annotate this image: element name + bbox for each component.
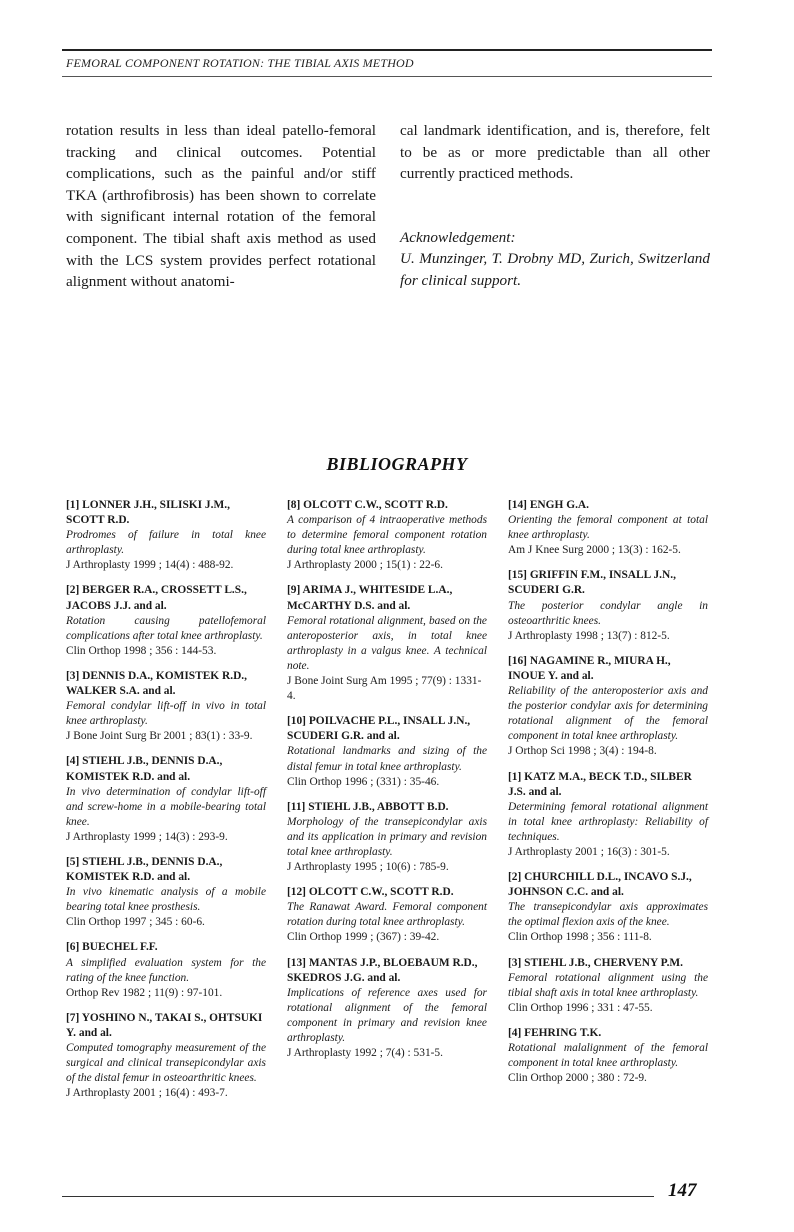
reference-source: J Arthroplasty 1999 ; 14(4) : 488-92. <box>66 559 234 572</box>
reference-authors: [2] CHURCHILL D.L., INCAVO S.J., JOHNSON C.C. and al. <box>508 871 692 899</box>
reference-title: The posterior condylar angle in osteoarthritic knees. <box>508 599 708 627</box>
reference-authors: [16] NAGAMINE R., MIURA H., INOUE Y. and al. <box>508 654 671 682</box>
reference-authors: [6] BUECHEL F.F. <box>66 941 158 954</box>
reference-source: J Arthroplasty 2000 ; 15(1) : 22-6. <box>287 559 443 572</box>
reference-authors: [7] YOSHINO N., TAKAI S., OHTSUKI Y. and al. <box>66 1011 263 1039</box>
reference-item <box>508 654 708 760</box>
header-rule-top <box>62 49 712 51</box>
reference-source: Clin Orthop 1997 ; 345 : 60-6. <box>66 916 205 929</box>
reference-title: Rotational malalignment of the femoral component in total knee arthroplasty. <box>508 1042 708 1070</box>
reference-title: Reliability of the anteroposterior axis and the posterior condylar axis for determining rotational alignment of the femoral component in total knee arthroplasty. <box>508 685 708 743</box>
reference-source: J Arthroplasty 1998 ; 13(7) : 812-5. <box>508 629 670 642</box>
reference-item <box>508 1026 708 1086</box>
reference-title: Rotation causing patellofemoral complications after total knee arthroplasty. <box>66 614 266 642</box>
reference-authors: [4] STIEHL J.B., DENNIS D.A., KOMISTEK R.D. and al. <box>66 755 223 783</box>
body-paragraph-left: rotation results in less than ideal patello-femoral tracking and clinical outcomes. Potential complications, such as the painful and/or stiff TKA (arthrofibrosis) has been shown to correlate with significant internal rotation of the femoral component. The tibial shaft axis method as used with the LCS system provides perfect rotational alignment without anatomi- <box>66 122 376 291</box>
reference-item <box>508 956 708 1016</box>
reference-title: The transepicondylar axis approximates the optimal flexion axis of the knee. <box>508 901 708 929</box>
reference-authors: [14] ENGH G.A. <box>508 499 589 511</box>
bibliography-title: BIBLIOGRAPHY <box>326 454 468 474</box>
reference-title: Orienting the femoral component at total knee arthroplasty. <box>508 514 708 542</box>
reference-authors: [11] STIEHL J.B., ABBOTT B.D. <box>287 800 449 813</box>
reference-title: In vivo kinematic analysis of a mobile bearing total knee prosthesis. <box>66 886 266 914</box>
reference-item <box>66 754 266 845</box>
reference-item <box>287 956 487 1062</box>
reference-title: Rotational landmarks and sizing of the distal femur in total knee arthroplasty. <box>287 745 487 773</box>
reference-item <box>508 498 708 558</box>
reference-title: Implications of reference axes used for rotational alignment of the femoral component in primary and revision knee arthroplasty. <box>287 986 487 1044</box>
reference-source: Orthop Rev 1982 ; 11(9) : 97-101. <box>66 986 223 999</box>
reference-source: Clin Orthop 1998 ; 356 : 144-53. <box>66 644 217 657</box>
reference-authors: [10] POILVACHE P.L., INSALL J.N., SCUDERI G.R. and al. <box>287 715 471 743</box>
reference-item <box>66 498 266 573</box>
reference-item <box>287 885 487 945</box>
reference-item <box>66 940 266 1000</box>
acknowledgement-heading: Acknowledgement: <box>400 228 516 246</box>
footer-rule <box>62 1196 654 1197</box>
reference-item <box>508 568 708 643</box>
reference-authors: [1] LONNER J.H., SILISKI J.M., SCOTT R.D. <box>66 499 230 527</box>
reference-title: Femoral condylar lift-off in vivo in total knee arthroplasty. <box>66 700 266 728</box>
references-column-3 <box>508 498 708 1096</box>
reference-authors: [5] STIEHL J.B., DENNIS D.A., KOMISTEK R.D. and al. <box>66 855 223 884</box>
reference-title: Prodromes of failure in total knee arthroplasty. <box>66 529 266 557</box>
reference-source: J Bone Joint Surg Br 2001 ; 83(1) : 33-9. <box>66 730 253 743</box>
reference-authors: [3] DENNIS D.A., KOMISTEK R.D., WALKER S.A. and al. <box>66 669 247 698</box>
reference-item <box>66 1011 266 1102</box>
reference-title: A comparison of 4 intraoperative methods to determine femoral component rotation during total knee arthroplasty. <box>287 514 487 557</box>
reference-item <box>287 714 487 789</box>
reference-authors: [1] KATZ M.A., BECK T.D., SILBER J.S. and al. <box>508 770 692 798</box>
reference-title: Determining femoral rotational alignment in total knee arthroplasty: Reliability of techniques. <box>508 800 708 843</box>
reference-title: Femoral rotational alignment, based on the anteroposterior axis, in total knee arthroplasty in a valgus knee. A technical note. <box>287 614 487 672</box>
reference-source: J Orthop Sci 1998 ; 3(4) : 194-8. <box>508 745 657 758</box>
reference-item <box>66 583 266 658</box>
reference-item <box>508 870 708 945</box>
reference-title: Morphology of the transepicondylar axis and its application in primary and revision total knee arthroplasty. <box>287 815 487 858</box>
running-head: FEMORAL COMPONENT ROTATION: THE TIBIAL AXIS METHOD <box>66 56 414 70</box>
reference-authors: [3] STIEHL J.B., CHERVENY P.M. <box>508 956 684 969</box>
page-number: 147 <box>668 1180 697 1201</box>
reference-authors: [2] BERGER R.A., CROSSETT L.S., JACOBS J.J. and al. <box>66 584 247 612</box>
reference-item <box>287 800 487 875</box>
reference-authors: [9] ARIMA J., WHITESIDE L.A., McCARTHY D.S. and al. <box>287 584 453 612</box>
body-column-left <box>66 120 376 293</box>
header-rule-bottom <box>62 76 712 77</box>
acknowledgement-text: U. Munzinger, T. Drobny MD, Zurich, Switzerland for clinical support. <box>400 250 710 289</box>
reference-source: Clin Orthop 1996 ; (331) : 35-46. <box>287 775 440 788</box>
reference-source: Clin Orthop 1999 ; (367) : 39-42. <box>287 931 440 944</box>
reference-source: J Arthroplasty 2001 ; 16(3) : 301-5. <box>508 845 670 858</box>
reference-item <box>287 583 487 704</box>
body-paragraph-right: cal landmark identification, and is, therefore, felt to be as or more predictable than all other currently practiced methods. <box>400 122 710 183</box>
reference-authors: [15] GRIFFIN F.M., INSALL J.N., SCUDERI G.R. <box>508 569 676 597</box>
reference-authors: [8] OLCOTT C.W., SCOTT R.D. <box>287 499 448 511</box>
reference-item <box>508 770 708 861</box>
reference-title: Computed tomography measurement of the surgical and clinical transepicondylar axis of the distal femur in osteoarthritic knees. <box>66 1042 266 1085</box>
reference-title: A simplified evaluation system for the rating of the knee function. <box>66 956 266 984</box>
reference-source: J Arthroplasty 2001 ; 16(4) : 493-7. <box>66 1087 228 1100</box>
reference-item <box>66 669 266 744</box>
reference-source: Clin Orthop 1998 ; 356 : 111-8. <box>508 931 652 944</box>
reference-source: Am J Knee Surg 2000 ; 13(3) : 162-5. <box>508 544 681 557</box>
reference-source: J Arthroplasty 1992 ; 7(4) : 531-5. <box>287 1047 443 1060</box>
reference-title: The Ranawat Award. Femoral component rotation during total knee arthroplasty. <box>287 901 487 929</box>
reference-item <box>287 498 487 573</box>
references-column-2 <box>287 498 487 1071</box>
reference-source: J Bone Joint Surg Am 1995 ; 77(9) : 1331-4. <box>287 675 482 703</box>
reference-authors: [12] OLCOTT C.W., SCOTT R.D. <box>287 886 454 899</box>
reference-source: Clin Orthop 2000 ; 380 : 72-9. <box>508 1072 647 1085</box>
reference-source: J Arthroplasty 1995 ; 10(6) : 785-9. <box>287 861 449 874</box>
reference-authors: [13] MANTAS J.P., BLOEBAUM R.D., SKEDROS J.G. and al. <box>287 956 478 984</box>
reference-title: In vivo determination of condylar lift-off and screw-home in a mobile-bearing total knee. <box>66 785 266 828</box>
references-column-1 <box>66 498 266 1111</box>
reference-source: J Arthroplasty 1999 ; 14(3) : 293-9. <box>66 830 228 843</box>
reference-item <box>66 855 266 930</box>
reference-title: Femoral rotational alignment using the tibial shaft axis in total knee arthroplasty. <box>508 971 708 999</box>
reference-authors: [4] FEHRING T.K. <box>508 1026 602 1039</box>
body-column-right <box>400 120 710 292</box>
reference-source: Clin Orthop 1996 ; 331 : 47-55. <box>508 1001 653 1014</box>
